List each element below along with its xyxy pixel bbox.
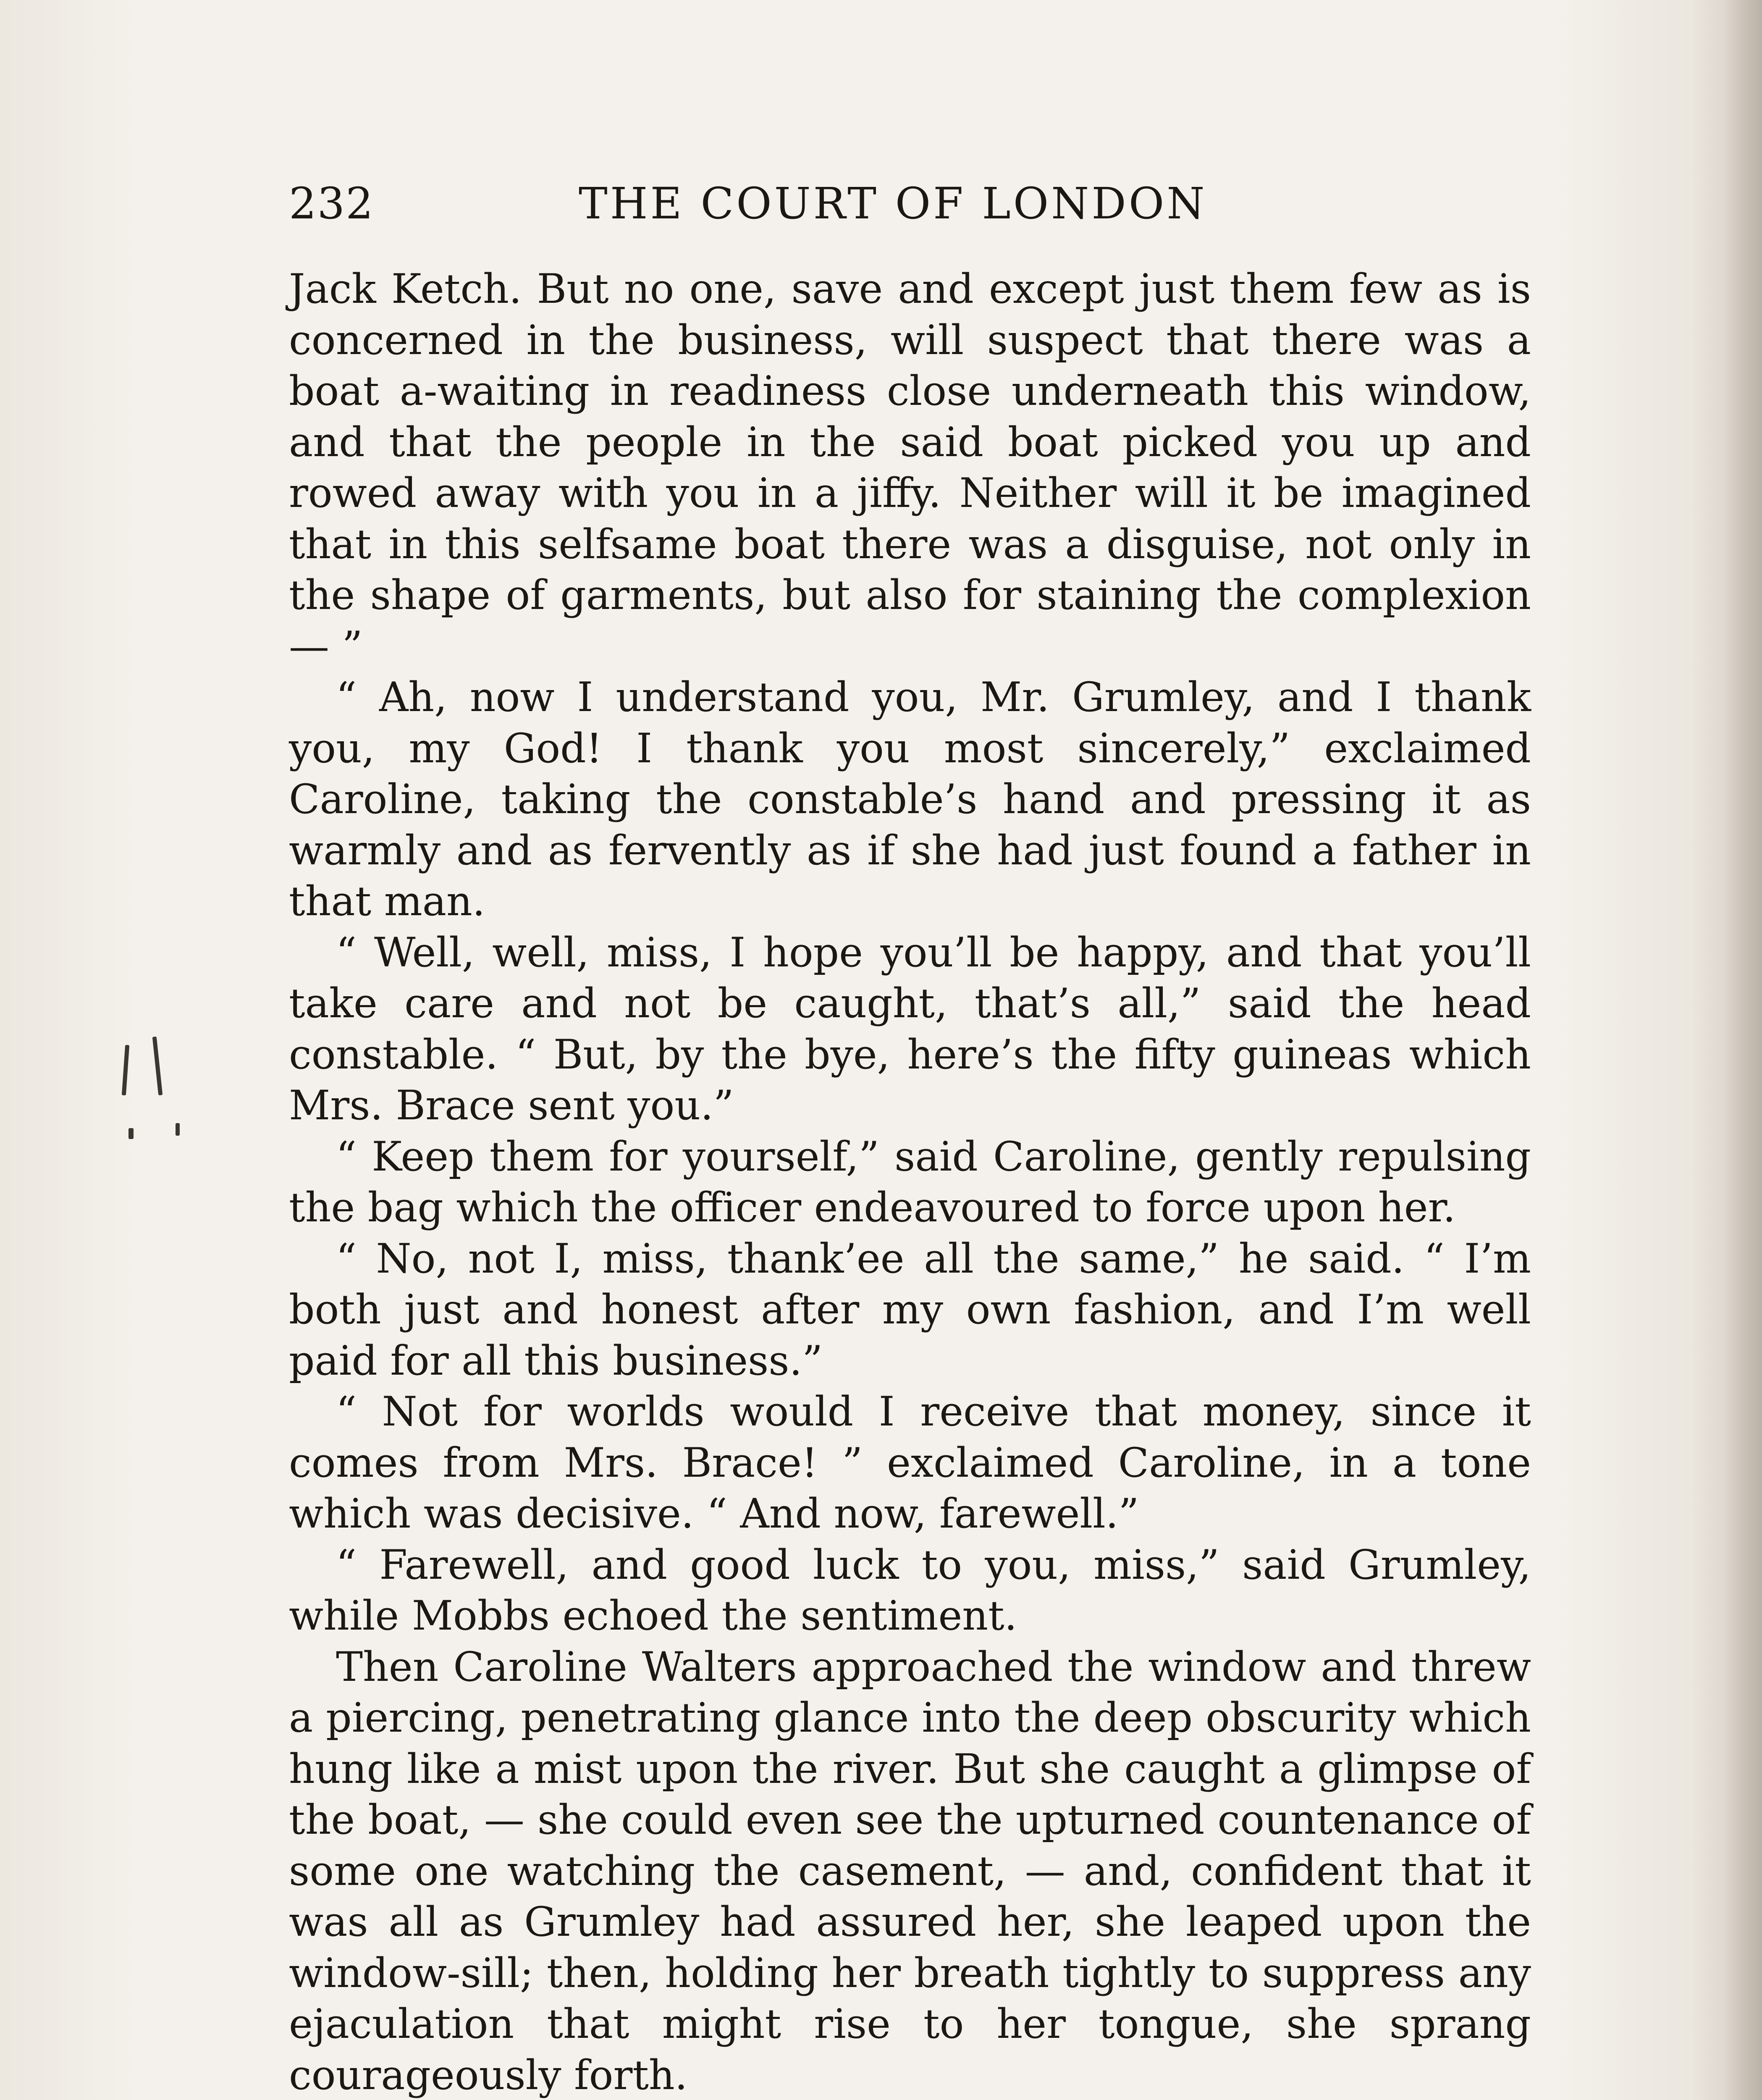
- paragraph: “ Farewell, and good luck to you, miss,” said Grumley, while Mobbs echoed the sentiment.: [289, 1541, 1531, 1639]
- page-header: [289, 172, 1238, 235]
- page-number: 232: [289, 178, 374, 229]
- body-text: [289, 264, 1531, 2100]
- pencil-stroke: [128, 1128, 134, 1139]
- paragraph: “ Ah, now I understand you, Mr. Grumley, and I thank you, my God! I thank you most sincerely,” exclaimed Caroline, taking the constable’s hand and pressing it as warmly and as fervently as if she had just found a father in that man.: [289, 674, 1531, 925]
- paragraph: “ No, not I, miss, thank’ee all the same,” he said. “ I’m both just and honest after my own fashion, and I’m well paid for all this business.”: [289, 1235, 1531, 1384]
- margin-pencil-marks: [108, 1037, 201, 1158]
- paragraph: “ Not for worlds would I receive that money, since it comes from Mrs. Brace! ” exclaimed Caroline, in a tone which was decisive. “ And now, farewell.”: [289, 1388, 1531, 1537]
- running-title: THE COURT OF LONDON: [579, 178, 1207, 229]
- paragraph: “ Well, well, miss, I hope you’ll be happy, and that you’ll take care and not be caught, that’s all,” said the head constable. “ But, by the bye, here’s the fifty guineas which Mrs. Brace sent you.”: [289, 929, 1531, 1129]
- paragraph-continued: Jack Ketch. But no one, save and except just them few as is concerned in the business, will suspect that there was a boat a-waiting in readiness close underneath this window, and that the people in the said boat picked you up and rowed away with you in a jiffy. Neither will it be imagined that in this selfsame boat there was a disguise, not only in the shape of garments, but also for staining the complexion — ”: [289, 265, 1531, 670]
- pencil-stroke: [122, 1045, 129, 1095]
- page-edge-shadow: [1724, 0, 1762, 2100]
- paragraph: Then Caroline Walters approached the window and threw a piercing, penetrating glance into the deep obscurity which hung like a mist upon the river. But she caught a glimpse of the boat, — she could even see the upturned countenance of some one watching the casement, — and, confident that it was all as Grumley had assured her, she leaped upon the window-sill; then, holding her breath tightly to suppress any ejaculation that might rise to her tongue, she sprang courageously forth.: [289, 1643, 1531, 2099]
- pencil-stroke: [152, 1037, 163, 1095]
- pencil-stroke: [176, 1123, 180, 1136]
- paragraph: “ Keep them for yourself,” said Caroline, gently repulsing the bag which the officer endeavoured to force upon her.: [289, 1133, 1531, 1231]
